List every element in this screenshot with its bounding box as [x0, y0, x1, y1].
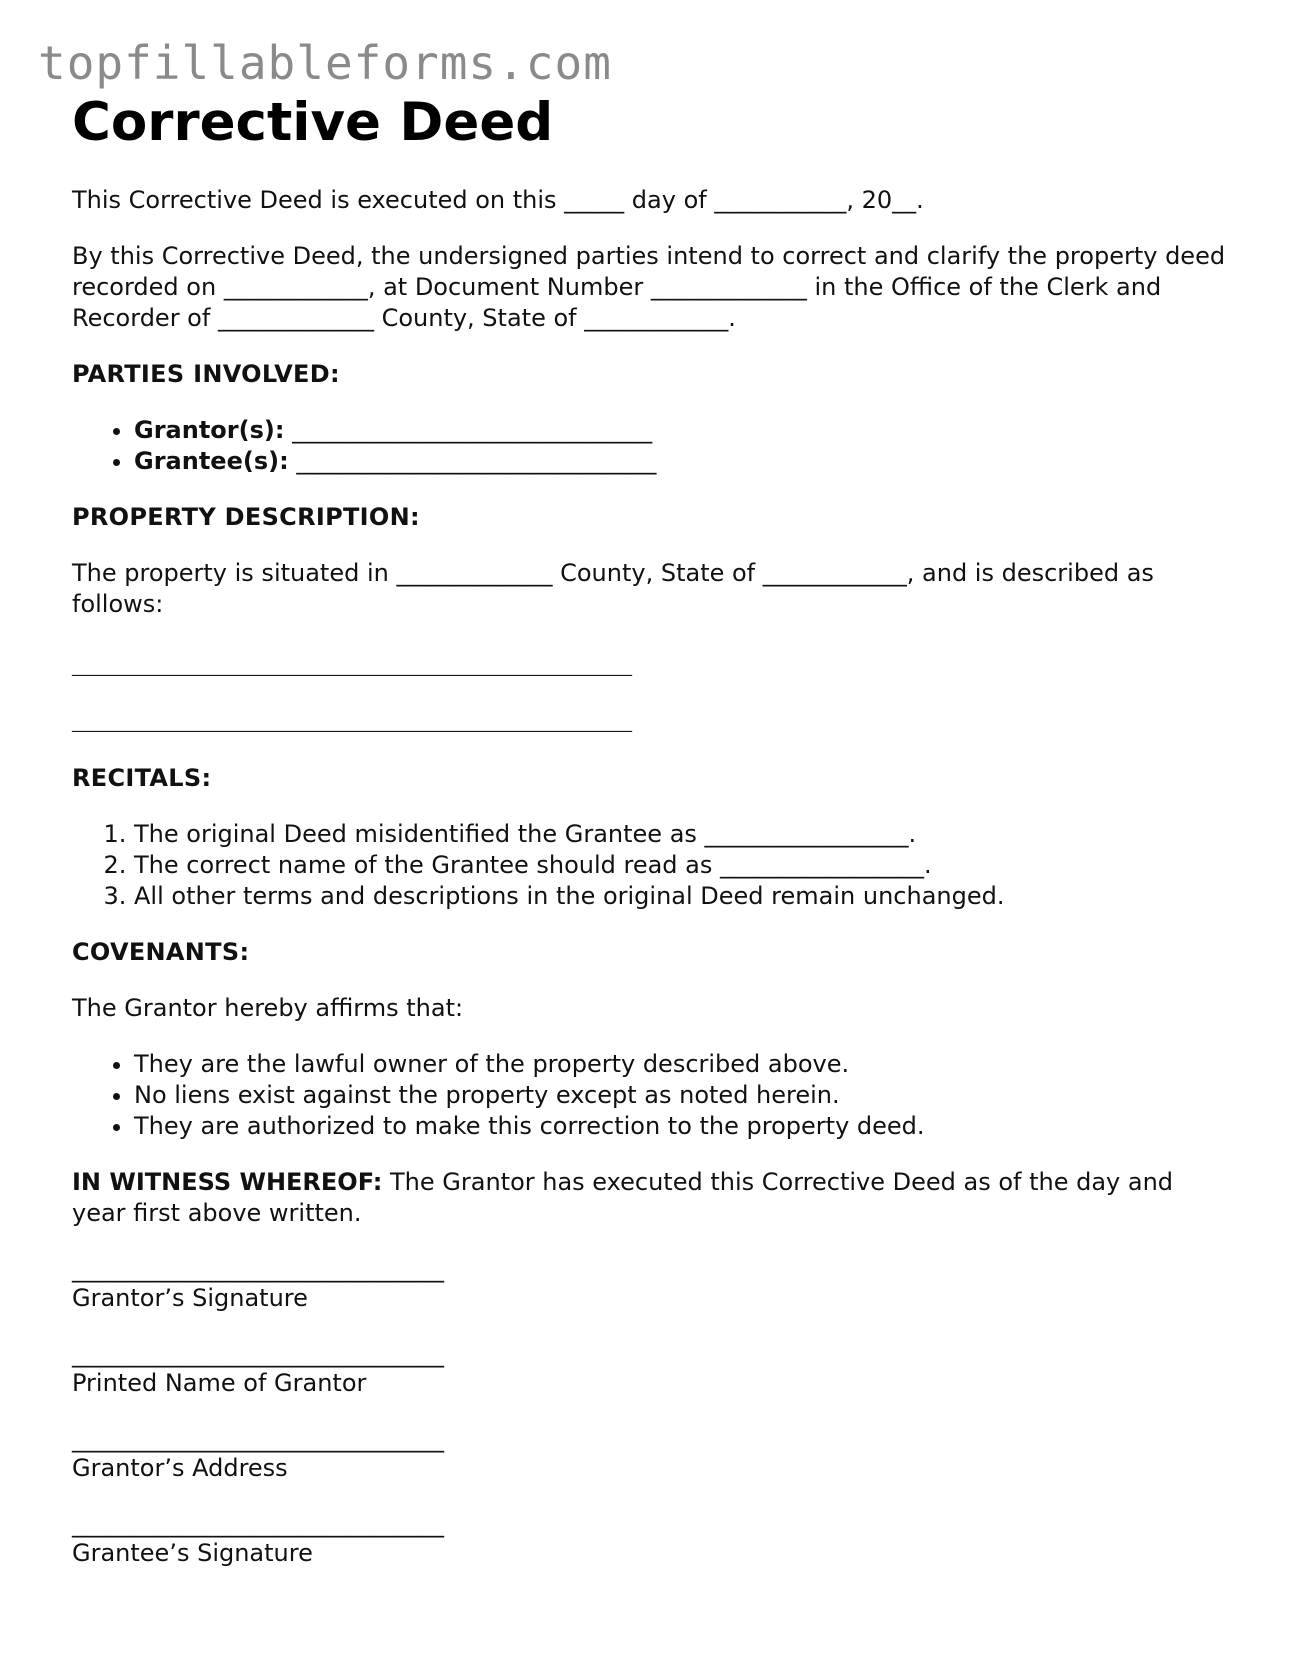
executed-line: This Corrective Deed is executed on this _____ day of ___________, 20__.	[72, 186, 924, 214]
property-text: The property is situated in _____________ County, State of ____________, and is described as follows:	[72, 559, 1154, 618]
grantee-blank[interactable]: ______________________________	[296, 447, 657, 475]
recitals-list	[72, 819, 1232, 912]
intro-paragraph: By this Corrective Deed, the undersigned parties intend to correct and clarify the property deed recorded on ____________, at Document Number _____________ in the Office of the Clerk and Recorder of _____________ County, State of ____________.	[72, 242, 1226, 332]
witness-text: The Grantor has executed this Corrective Deed as of the day and year first above written.	[72, 1168, 1174, 1227]
list-item	[134, 446, 1232, 477]
signature-label: Grantor’s Signature	[72, 1284, 308, 1312]
recitals-heading: RECITALS:	[72, 764, 212, 792]
signature-group	[72, 1424, 1232, 1482]
covenants-heading: COVENANTS:	[72, 938, 250, 966]
signature-block	[72, 1254, 1232, 1567]
signature-label: Grantee’s Signature	[72, 1539, 313, 1567]
page-title: Corrective Deed	[72, 92, 554, 153]
signature-line[interactable]: _______________________________	[72, 1255, 444, 1283]
grantor-label: Grantor(s):	[134, 416, 285, 444]
signature-line[interactable]: _______________________________	[72, 1510, 444, 1538]
property-description-line[interactable]: ______________________________________________________________________	[72, 657, 632, 676]
signature-label: Grantor’s Address	[72, 1454, 288, 1482]
parties-list	[72, 415, 1232, 477]
property-description-line[interactable]: ______________________________________________________________________	[72, 713, 632, 732]
grantee-label: Grantee(s):	[134, 447, 289, 475]
signature-group	[72, 1509, 1232, 1567]
list-item: • No liens exist against the property except as noted herein.	[134, 1080, 1232, 1111]
signature-line[interactable]: _______________________________	[72, 1425, 444, 1453]
covenants-intro: The Grantor hereby affirms that:	[72, 994, 464, 1022]
document-page	[72, 92, 1232, 1594]
list-item: 2. The correct name of the Grantee should read as _________________.	[134, 850, 1232, 881]
signature-label: Printed Name of Grantor	[72, 1369, 367, 1397]
parties-heading: PARTIES INVOLVED:	[72, 360, 340, 388]
list-item	[134, 415, 1232, 446]
signature-line[interactable]: _______________________________	[72, 1340, 444, 1368]
list-item: 3. All other terms and descriptions in the original Deed remain unchanged.	[134, 881, 1232, 912]
witness-label: IN WITNESS WHEREOF:	[72, 1168, 383, 1196]
list-item: 1. The original Deed misidentified the Grantee as _________________.	[134, 819, 1232, 850]
list-item: • They are the lawful owner of the property described above.	[134, 1049, 1232, 1080]
watermark: topfillableforms.com	[38, 36, 612, 90]
covenants-list	[72, 1049, 1232, 1142]
grantor-blank[interactable]: ______________________________	[292, 416, 653, 444]
property-heading: PROPERTY DESCRIPTION:	[72, 503, 420, 531]
signature-group	[72, 1254, 1232, 1312]
list-item: • They are authorized to make this correction to the property deed.	[134, 1111, 1232, 1142]
signature-group	[72, 1339, 1232, 1397]
witness-paragraph	[72, 1167, 1232, 1229]
